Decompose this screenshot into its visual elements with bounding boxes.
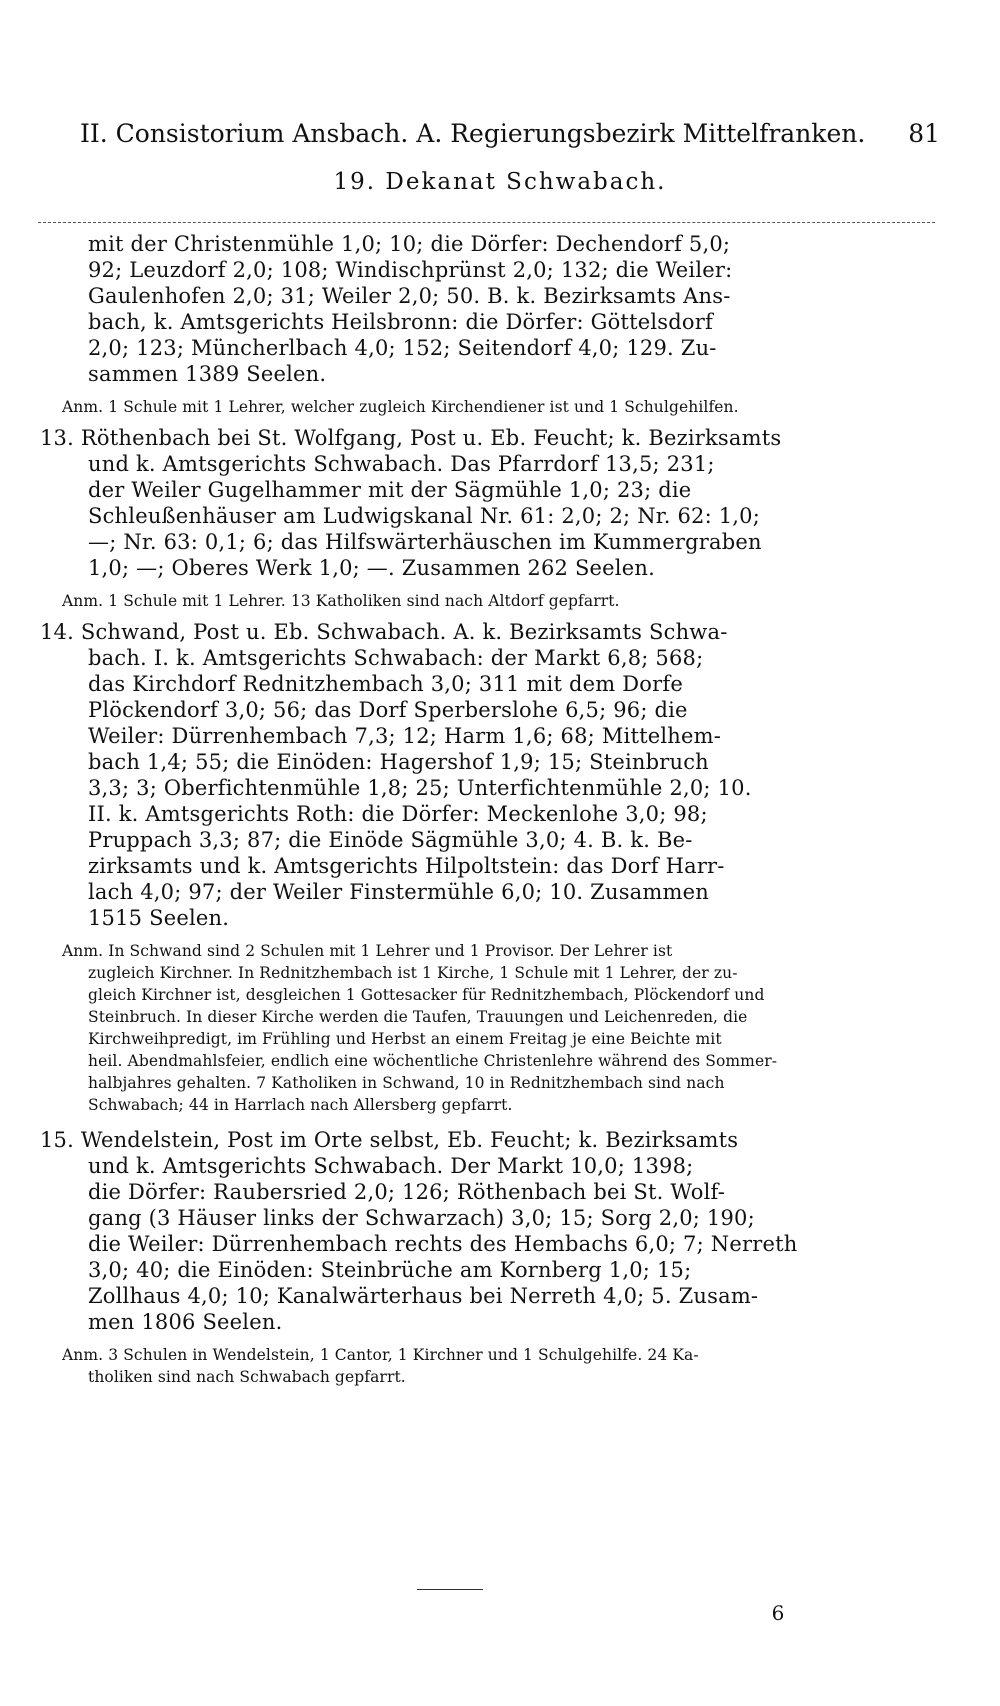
note-line: gleich Kirchner ist, desgleichen 1 Gottesacker für Rednitzhembach, Plöckendorf und xyxy=(88,986,765,1004)
entry-line: Schleußenhäuser am Ludwigskanal Nr. 61: 2,0; 2; Nr. 62: 1,0; xyxy=(88,504,761,528)
entry-line: men 1806 Seelen. xyxy=(88,1310,283,1334)
note-line: Anm. 1 Schule mit 1 Lehrer. 13 Katholiken sind nach Altdorf gepfarrt. xyxy=(62,592,620,610)
entry-line: zirksamts und k. Amtsgerichts Hilpoltstein: das Dorf Harr- xyxy=(88,854,725,878)
note-line: tholiken sind nach Schwabach gepfarrt. xyxy=(88,1368,406,1386)
note-line: Anm. In Schwand sind 2 Schulen mit 1 Lehrer und 1 Provisor. Der Lehrer ist xyxy=(62,942,673,960)
entry-line: bach. I. k. Amtsgerichts Schwabach: der Markt 6,8; 568; xyxy=(88,646,704,670)
entry-line: mit der Christenmühle 1,0; 10; die Dörfer: Dechendorf 5,0; xyxy=(88,232,731,256)
note-line: Kirchweihpredigt, im Frühling und Herbst an einem Freitag je eine Beichte mit xyxy=(88,1030,722,1048)
section-title: 19. Dekanat Schwabach. xyxy=(333,169,667,195)
entry-line: und k. Amtsgerichts Schwabach. Das Pfarrdorf 13,5; 231; xyxy=(88,452,715,476)
entry-line: bach 1,4; 55; die Einöden: Hagershof 1,9; 15; Steinbruch xyxy=(88,750,709,774)
note-line: zugleich Kirchner. In Rednitzhembach ist 1 Kirche, 1 Schule mit 1 Lehrer, der zu- xyxy=(88,964,738,982)
entry-line: 1,0; —; Oberes Werk 1,0; —. Zusammen 262 Seelen. xyxy=(88,556,655,580)
entry-line: 13. Röthenbach bei St. Wolfgang, Post u. Eb. Feucht; k. Bezirksamts xyxy=(40,426,782,450)
note-line: Anm. 3 Schulen in Wendelstein, 1 Cantor, 1 Kirchner und 1 Schulgehilfe. 24 Ka- xyxy=(62,1346,699,1364)
end-divider xyxy=(417,1589,483,1590)
entry-line: das Kirchdorf Rednitzhembach 3,0; 311 mit dem Dorfe xyxy=(88,672,683,696)
entry-line: und k. Amtsgerichts Schwabach. Der Markt 10,0; 1398; xyxy=(88,1154,694,1178)
entry-line: der Weiler Gugelhammer mit der Sägmühle 1,0; 23; die xyxy=(88,478,692,502)
entry-line: Gaulenhofen 2,0; 31; Weiler 2,0; 50. B. k. Bezirksamts Ans- xyxy=(88,284,731,308)
entry-line: 1515 Seelen. xyxy=(88,906,230,930)
entry-line: Weiler: Dürrenhembach 7,3; 12; Harm 1,6; 68; Mittelhem- xyxy=(88,724,722,748)
note-line: Steinbruch. In dieser Kirche werden die Taufen, Trauungen und Leichenreden, die xyxy=(88,1008,748,1026)
header-title: II. Consistorium Ansbach. A. Regierungsbezirk Mittelfranken. xyxy=(80,119,866,148)
note-line: Schwabach; 44 in Harrlach nach Allersberg gepfarrt. xyxy=(88,1096,513,1114)
entry-line: II. k. Amtsgerichts Roth: die Dörfer: Meckenlohe 3,0; 98; xyxy=(88,802,708,826)
header-divider xyxy=(38,222,935,223)
footer-page-number: 6 xyxy=(771,1601,785,1625)
entry-line: Plöckendorf 3,0; 56; das Dorf Sperberslohe 6,5; 96; die xyxy=(88,698,688,722)
header-page-number: 81 xyxy=(908,119,940,148)
entry-line: Pruppach 3,3; 87; die Einöde Sägmühle 3,0; 4. B. k. Be- xyxy=(88,828,693,852)
note-line: heil. Abendmahlsfeier, endlich eine wöchentliche Christenlehre während des Sommer- xyxy=(88,1052,778,1070)
entry-line: 92; Leuzdorf 2,0; 108; Windischprünst 2,0; 132; die Weiler: xyxy=(88,258,733,282)
entry-line: 3,0; 40; die Einöden: Steinbrüche am Kornberg 1,0; 15; xyxy=(88,1258,692,1282)
entry-line: bach, k. Amtsgerichts Heilsbronn: die Dörfer: Göttelsdorf xyxy=(88,310,713,334)
note-line: halbjahres gehalten. 7 Katholiken in Schwand, 10 in Rednitzhembach sind nach xyxy=(88,1074,725,1092)
entry-line: —; Nr. 63: 0,1; 6; das Hilfswärterhäuschen im Kummergraben xyxy=(88,530,762,554)
entry-line: 15. Wendelstein, Post im Orte selbst, Eb. Feucht; k. Bezirksamts xyxy=(40,1128,739,1152)
entry-line: Zollhaus 4,0; 10; Kanalwärterhaus bei Nerreth 4,0; 5. Zusam- xyxy=(88,1284,759,1308)
note-line: Anm. 1 Schule mit 1 Lehrer, welcher zugleich Kirchendiener ist und 1 Schulgehilfen. xyxy=(62,398,739,416)
entry-line: lach 4,0; 97; der Weiler Finstermühle 6,0; 10. Zusammen xyxy=(88,880,709,904)
entry-line: 2,0; 123; Müncherlbach 4,0; 152; Seitendorf 4,0; 129. Zu- xyxy=(88,336,717,360)
entry-line: die Weiler: Dürrenhembach rechts des Hembachs 6,0; 7; Nerreth xyxy=(88,1232,798,1256)
entry-line: sammen 1389 Seelen. xyxy=(88,362,327,386)
entry-line: 14. Schwand, Post u. Eb. Schwabach. A. k. Bezirksamts Schwa- xyxy=(40,620,728,644)
entry-line: 3,3; 3; Oberfichtenmühle 1,8; 25; Unterfichtenmühle 2,0; 10. xyxy=(88,776,752,800)
entry-line: gang (3 Häuser links der Schwarzach) 3,0; 15; Sorg 2,0; 190; xyxy=(88,1206,755,1230)
entry-line: die Dörfer: Raubersried 2,0; 126; Röthenbach bei St. Wolf- xyxy=(88,1180,726,1204)
